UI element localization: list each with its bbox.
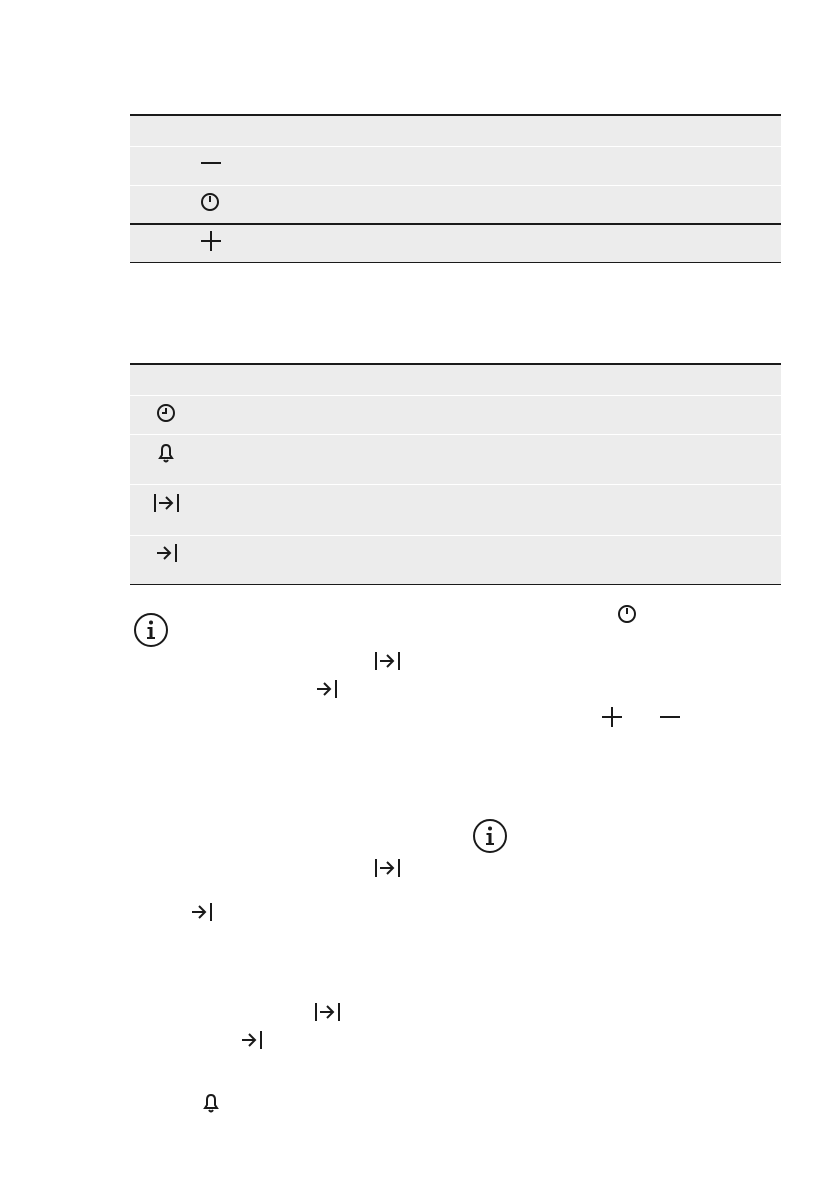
end-time-icon bbox=[315, 678, 339, 700]
clock-icon bbox=[156, 403, 178, 425]
table-row-divider bbox=[130, 223, 781, 225]
end-time-icon bbox=[190, 901, 214, 923]
table-bottom-rule bbox=[130, 584, 781, 585]
end-time-icon bbox=[155, 542, 179, 564]
duration-icon bbox=[153, 492, 181, 514]
table-row-divider bbox=[130, 146, 781, 147]
duration-icon bbox=[374, 650, 402, 672]
table-row-divider bbox=[130, 434, 781, 435]
end-time-icon bbox=[240, 1029, 264, 1051]
control-table bbox=[130, 115, 781, 262]
minus-icon bbox=[200, 154, 222, 176]
table-row-divider bbox=[130, 535, 781, 536]
info-icon bbox=[133, 612, 169, 648]
table-row-divider bbox=[130, 484, 781, 485]
table-top-rule bbox=[130, 363, 781, 365]
table-bottom-rule bbox=[130, 262, 781, 263]
power-icon bbox=[617, 604, 639, 626]
plus-icon bbox=[200, 230, 222, 252]
power-icon bbox=[200, 192, 222, 214]
info-icon bbox=[472, 818, 508, 854]
duration-icon bbox=[374, 857, 402, 879]
bell-icon bbox=[202, 1093, 222, 1115]
table-row-divider bbox=[130, 395, 781, 396]
minus-icon bbox=[659, 708, 681, 730]
duration-icon bbox=[314, 1001, 342, 1023]
bell-icon bbox=[157, 443, 177, 465]
plus-icon bbox=[601, 706, 623, 728]
clock-functions-table bbox=[130, 364, 781, 585]
table-top-rule bbox=[130, 114, 781, 116]
table-row-divider bbox=[130, 185, 781, 186]
